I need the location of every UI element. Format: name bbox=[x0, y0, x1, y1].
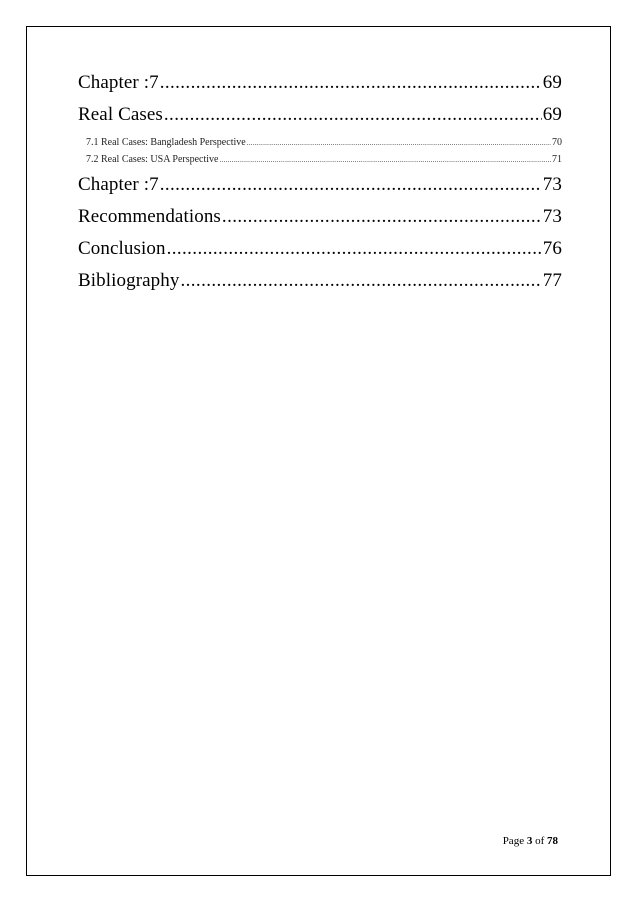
toc-entry-page: 69 bbox=[542, 72, 562, 93]
toc-entry[interactable] bbox=[78, 172, 562, 198]
toc-entry[interactable] bbox=[78, 236, 562, 262]
toc-entry-title: Recommendations bbox=[78, 206, 221, 227]
toc-entry-page: 69 bbox=[542, 104, 562, 125]
toc-subentry[interactable] bbox=[78, 151, 562, 168]
toc-subentry-title: 7.1 Real Cases: Bangladesh Perspective bbox=[86, 137, 246, 148]
toc-entry[interactable] bbox=[78, 268, 562, 294]
toc-subentry-title: 7.2 Real Cases: USA Perspective bbox=[86, 154, 219, 165]
total-pages-number: 78 bbox=[547, 835, 558, 847]
toc-subentry-page: 71 bbox=[552, 154, 562, 165]
toc-leader-dots bbox=[160, 70, 542, 96]
toc-entry-title: Chapter :7 bbox=[78, 72, 159, 93]
toc-leader-dots bbox=[180, 268, 541, 294]
toc-entry-title: Real Cases bbox=[78, 104, 163, 125]
page-label: Page bbox=[502, 835, 525, 847]
toc-entry[interactable] bbox=[78, 70, 562, 96]
table-of-contents bbox=[78, 70, 562, 294]
toc-entry-page: 76 bbox=[542, 238, 562, 259]
toc-entry-page: 77 bbox=[542, 270, 562, 291]
toc-entry[interactable] bbox=[78, 102, 562, 128]
toc-leader-dots bbox=[222, 204, 542, 230]
toc-leader-dots bbox=[247, 135, 551, 151]
toc-entry[interactable] bbox=[78, 204, 562, 230]
toc-entry-page: 73 bbox=[542, 174, 562, 195]
toc-leader-dots bbox=[164, 102, 542, 128]
toc-leader-dots bbox=[160, 172, 542, 198]
toc-subentry-page: 70 bbox=[552, 137, 562, 148]
toc-leader-dots bbox=[219, 152, 551, 168]
toc-entry-title: Conclusion bbox=[78, 238, 166, 259]
toc-subentry[interactable] bbox=[78, 134, 562, 151]
of-label: of bbox=[535, 835, 545, 847]
toc-entry-title: Chapter :7 bbox=[78, 174, 159, 195]
toc-entry-title: Bibliography bbox=[78, 270, 180, 291]
toc-leader-dots bbox=[167, 236, 542, 262]
current-page-number: 3 bbox=[526, 835, 533, 847]
toc-entry-page: 73 bbox=[542, 206, 562, 227]
page-footer bbox=[503, 835, 558, 847]
